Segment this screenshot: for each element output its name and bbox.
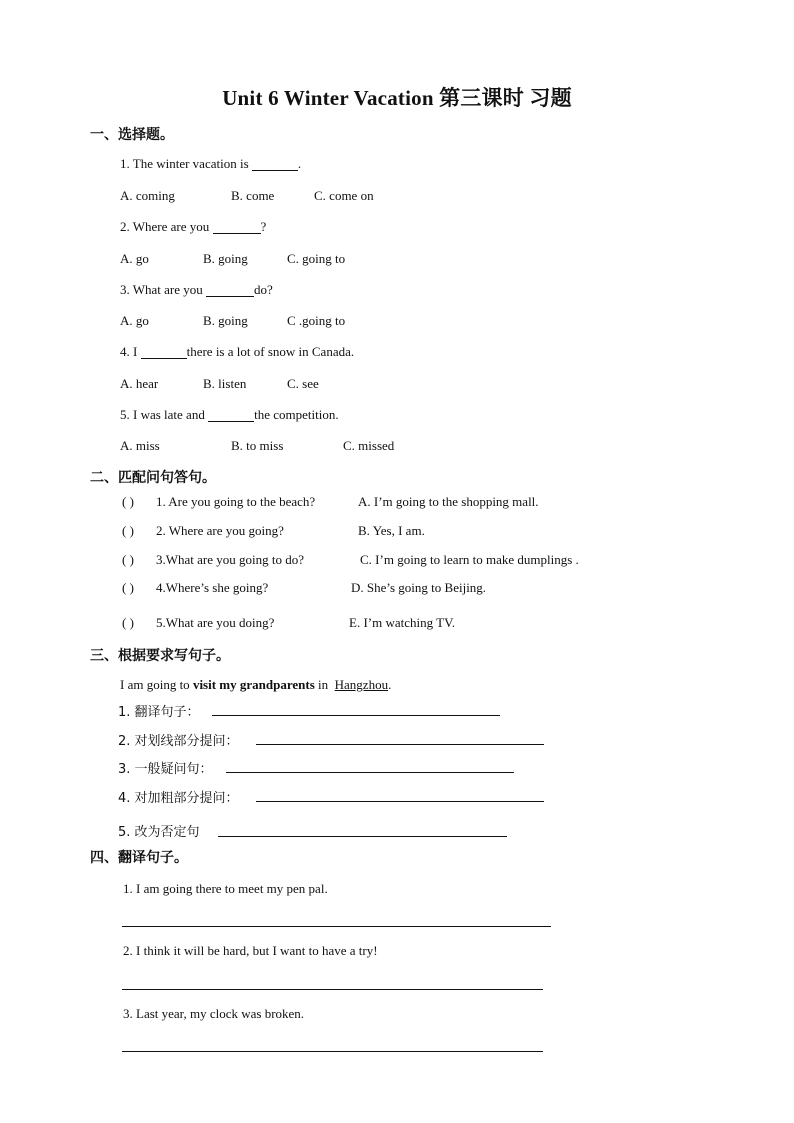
match-question-text: 4.Where’s she going? [156,580,269,595]
answer-blank[interactable] [208,407,254,422]
option-c: C. see [287,376,319,391]
question-4 [120,344,354,360]
section-4-heading: 四、翻译句子。 [90,851,188,866]
match-answer-e: E. I’m watching TV. [349,615,456,630]
option-b: B. going [203,313,248,328]
rewrite-item-3: 3. 一般疑问句： [118,762,213,777]
question-5-text: 5. I was late and [120,407,209,422]
question-5-end: the competition. [254,407,339,422]
translate-item-2: 2. I think it will be hard, but I want to have a try! [123,943,378,958]
answer-paren[interactable]: ( ) [122,580,134,595]
match-question-3 [122,552,304,568]
underlined-word: Hangzhou [334,677,389,692]
match-question-5 [122,615,274,631]
answer-paren[interactable]: ( ) [122,552,134,567]
question-1-text: 1. The winter vacation is [120,156,252,171]
question-1-end: . [297,156,302,171]
match-question-2 [122,523,284,539]
option-c: C. come on [314,188,374,203]
answer-blank[interactable] [206,282,254,297]
sentence-end: . [388,677,392,692]
translate-item-1: 1. I am going there to meet my pen pal. [123,881,328,896]
bold-phrase: visit my grandparents [192,677,315,692]
sentence-mid: in [314,677,335,692]
answer-paren[interactable]: ( ) [122,494,134,509]
match-question-4 [122,580,268,596]
option-b: B. come [231,188,275,203]
answer-line[interactable] [226,772,514,773]
section-2-heading: 二、匹配问句答句。 [90,471,216,486]
translate-item-3: 3. Last year, my clock was broken. [123,1006,305,1021]
option-a: A. miss [120,438,160,453]
match-answer-a: A. I’m going to the shopping mall. [358,494,539,509]
match-question-1 [122,494,315,510]
question-2 [120,219,266,235]
answer-line[interactable] [256,744,544,745]
answer-line[interactable] [212,715,500,716]
question-1 [120,156,301,172]
answer-paren[interactable]: ( ) [122,615,134,630]
option-c: C .going to [287,313,346,328]
base-sentence [120,677,391,693]
answer-paren[interactable]: ( ) [122,523,134,538]
option-a: A. go [120,251,149,266]
match-answer-b: B. Yes, I am. [358,523,425,538]
answer-line[interactable] [122,989,543,990]
question-3 [120,282,273,298]
rewrite-item-1: 1. 翻译句子： [118,705,200,720]
option-c: C. missed [343,438,395,453]
match-answer-c: C. I’m going to learn to make dumplings . [360,552,579,567]
match-answer-d: D. She’s going to Beijing. [351,580,487,595]
match-question-text: 2. Where are you going? [156,523,284,538]
question-3-end: do? [254,282,273,297]
question-3-text: 3. What are you [120,282,207,297]
rewrite-item-4: 4. 对加粗部分提问： [118,791,239,806]
match-question-text: 1. Are you going to the beach? [156,494,316,509]
option-a: A. coming [120,188,175,203]
page-title: Unit 6 Winter Vacation 第三课时 习题 [222,86,572,110]
answer-blank[interactable] [213,219,261,234]
section-3-heading: 三、根据要求写句子。 [90,649,230,664]
option-c: C. going to [287,251,346,266]
answer-line[interactable] [218,836,507,837]
option-a: A. go [120,313,149,328]
question-4-text: 4. I [120,344,141,359]
answer-blank[interactable] [252,156,298,171]
rewrite-item-5: 5. 改为否定句 [118,825,200,840]
option-b: B. listen [203,376,247,391]
rewrite-item-2: 2. 对划线部分提问： [118,734,239,749]
answer-line[interactable] [122,1051,543,1052]
answer-line[interactable] [122,926,551,927]
option-b: B. going [203,251,248,266]
answer-blank[interactable] [141,344,187,359]
match-question-text: 3.What are you going to do? [156,552,305,567]
option-b: B. to miss [231,438,284,453]
question-2-end: ? [260,219,267,234]
sentence-start: I am going to [120,677,193,692]
question-2-text: 2. Where are you [120,219,213,234]
section-1-heading: 一、选择题。 [90,128,174,143]
answer-line[interactable] [256,801,544,802]
question-4-end: there is a lot of snow in Canada. [186,344,355,359]
question-5 [120,407,339,423]
option-a: A. hear [120,376,159,391]
match-question-text: 5.What are you doing? [156,615,275,630]
